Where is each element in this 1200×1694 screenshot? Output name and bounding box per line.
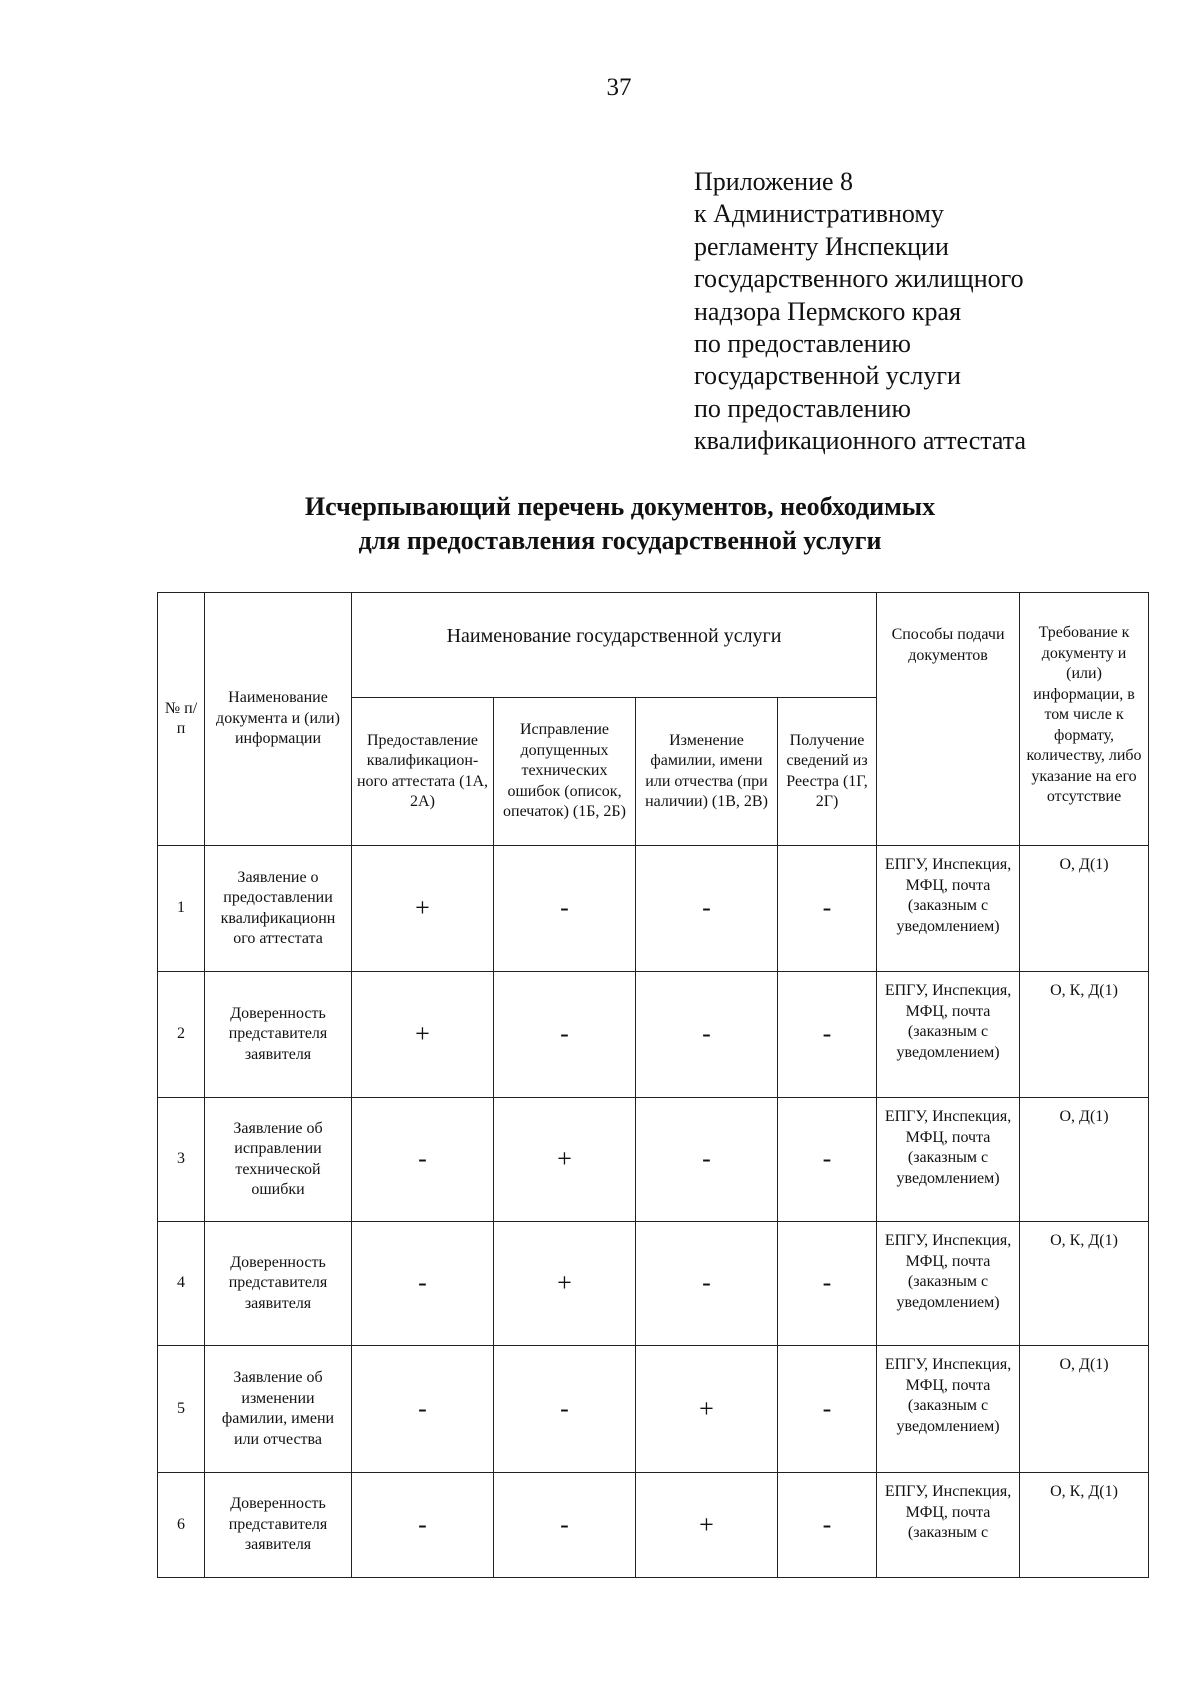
document-title: [160, 490, 1080, 558]
appendix-line: к Административному: [694, 199, 944, 229]
row-mark: -: [352, 1098, 494, 1222]
header-service-4: Получение сведений из Реестра (1Г, 2Г): [778, 698, 877, 846]
row-mark: +: [494, 1222, 636, 1346]
row-doc-name: Заявление о предоставлении квалификационн ого аттестата: [205, 846, 352, 972]
row-doc-name: Доверенность представителя заявителя: [205, 972, 352, 1098]
row-num: 3: [158, 1098, 205, 1222]
row-methods: ЕПГУ, Инспекция, МФЦ, почта (заказным с уведомлением): [877, 972, 1020, 1098]
row-methods: ЕПГУ, Инспекция, МФЦ, почта (заказным с уведомлением): [877, 1346, 1020, 1473]
appendix-line: государственного жилищного: [694, 264, 1024, 294]
header-doc-name: Наименование документа и (или) информации: [205, 593, 352, 846]
row-mark: -: [494, 846, 636, 972]
row-mark: +: [636, 1346, 778, 1473]
row-methods: ЕПГУ, Инспекция, МФЦ, почта (заказным с уведомлением): [877, 1098, 1020, 1222]
table-row: [158, 1098, 1149, 1222]
row-mark: +: [352, 846, 494, 972]
appendix-line: по предоставлению: [694, 393, 911, 423]
appendix-line: квалификационного аттестата: [694, 426, 1027, 456]
row-num: 4: [158, 1222, 205, 1346]
row-mark: -: [494, 1473, 636, 1578]
row-mark: -: [636, 1098, 778, 1222]
row-methods: ЕПГУ, Инспекция, МФЦ, почта (заказным с уведомлением): [877, 1222, 1020, 1346]
row-doc-name: Доверенность представителя заявителя: [205, 1473, 352, 1578]
row-requirement: О, Д(1): [1020, 846, 1149, 972]
row-mark: +: [636, 1473, 778, 1578]
header-service-2: Исправление допущенных технических ошибок (описок, опечаток) (1Б, 2Б): [494, 698, 636, 846]
row-requirement: О, К, Д(1): [1020, 1473, 1149, 1578]
appendix-line: регламенту Инспекции: [694, 231, 949, 261]
row-num: 6: [158, 1473, 205, 1578]
header-service-name: Наименование государственной услуги: [352, 593, 877, 698]
row-mark: -: [778, 846, 877, 972]
appendix-note: [694, 166, 1174, 458]
page-number: 37: [606, 74, 632, 101]
row-mark: -: [352, 1222, 494, 1346]
row-mark: +: [494, 1098, 636, 1222]
table-row: [158, 972, 1149, 1098]
row-num: 1: [158, 846, 205, 972]
row-doc-name: Заявление об исправлении технической ошибки: [205, 1098, 352, 1222]
appendix-line: надзора Пермского края: [694, 296, 962, 326]
table-row: [158, 1222, 1149, 1346]
row-num: 2: [158, 972, 205, 1098]
row-mark: -: [636, 972, 778, 1098]
title-line: для предоставления государственной услуги: [358, 526, 882, 555]
title-line: Исчерпывающий перечень документов, необходимых: [304, 492, 936, 521]
row-mark: -: [778, 1346, 877, 1473]
row-mark: -: [778, 1473, 877, 1578]
table-row: [158, 1346, 1149, 1473]
row-mark: -: [494, 972, 636, 1098]
row-mark: -: [352, 1473, 494, 1578]
header-service-1: Предоставление квалификацион-ного аттестата (1А, 2А): [352, 698, 494, 846]
row-mark: +: [352, 972, 494, 1098]
row-methods: ЕПГУ, Инспекция, МФЦ, почта (заказным с уведомлением): [877, 846, 1020, 972]
row-mark: -: [778, 1222, 877, 1346]
row-mark: -: [636, 846, 778, 972]
row-mark: -: [778, 972, 877, 1098]
header-requirement: Требование к документу и (или) информации, в том числе к формату, количеству, либо указание на его отсутствие: [1020, 593, 1149, 846]
documents-table: [157, 592, 1149, 1578]
row-doc-name: Доверенность представителя заявителя: [205, 1222, 352, 1346]
table-row: [158, 1473, 1149, 1578]
row-doc-name: Заявление об изменении фамилии, имени или отчества: [205, 1346, 352, 1473]
row-mark: -: [494, 1346, 636, 1473]
header-service-3: Изменение фамилии, имени или отчества (при наличии) (1В, 2В): [636, 698, 778, 846]
row-num: 5: [158, 1346, 205, 1473]
appendix-line: по предоставлению: [694, 329, 911, 359]
table-row: [158, 846, 1149, 972]
row-mark: -: [636, 1222, 778, 1346]
row-requirement: О, Д(1): [1020, 1346, 1149, 1473]
header-num: № п/п: [158, 593, 205, 846]
row-requirement: О, Д(1): [1020, 1098, 1149, 1222]
appendix-line: государственной услуги: [694, 361, 961, 391]
header-methods: Способы подачи документов: [877, 593, 1020, 846]
row-mark: -: [778, 1098, 877, 1222]
row-methods: ЕПГУ, Инспекция, МФЦ, почта (заказным с: [877, 1473, 1020, 1578]
row-requirement: О, К, Д(1): [1020, 1222, 1149, 1346]
row-mark: -: [352, 1346, 494, 1473]
row-requirement: О, К, Д(1): [1020, 972, 1149, 1098]
appendix-line: Приложение 8: [694, 167, 854, 196]
